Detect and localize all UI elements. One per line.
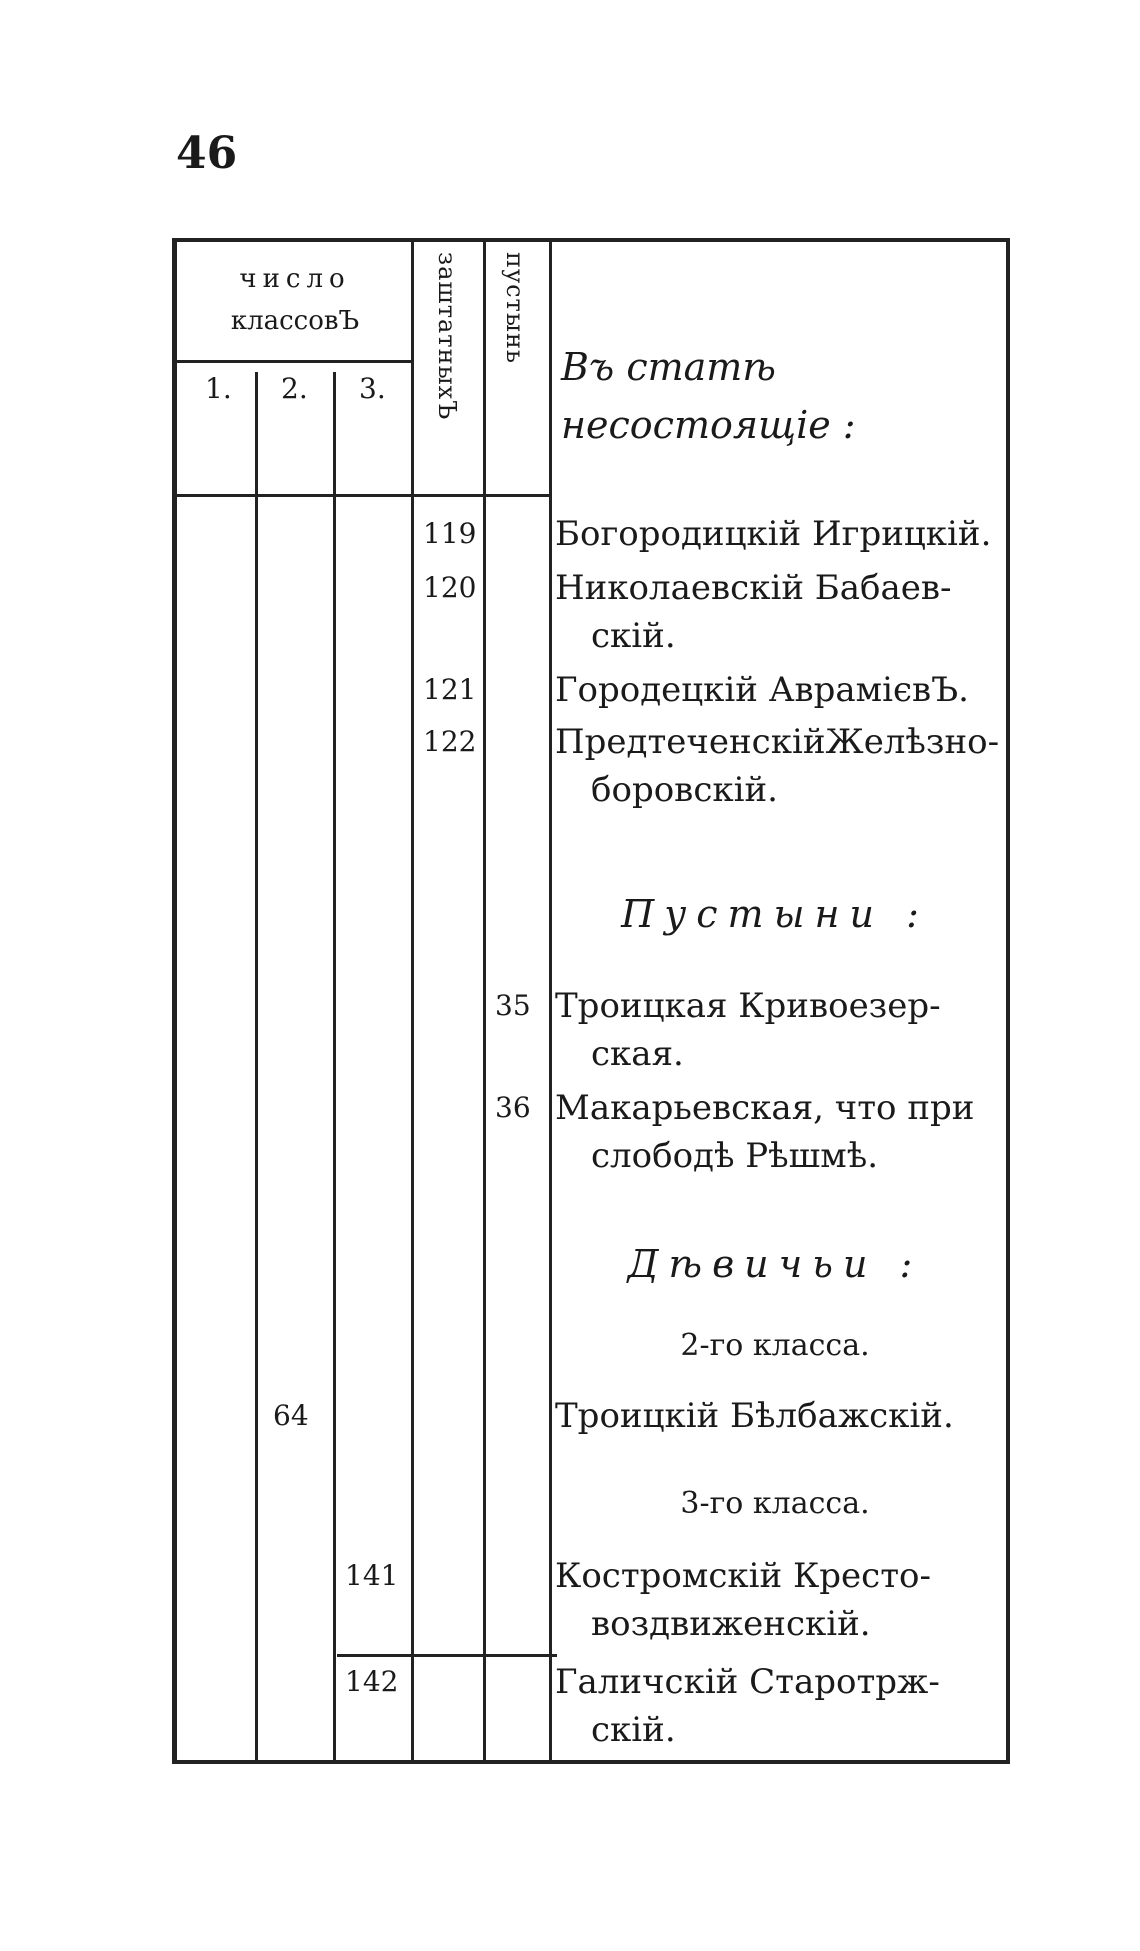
header-bottom-line xyxy=(177,494,549,497)
classes-subheader: классовЪ xyxy=(230,306,360,336)
entry-line: Николаевскій Бабаев- xyxy=(555,568,952,608)
entry-continuation: ская. xyxy=(591,1034,684,1074)
entry-text xyxy=(555,564,995,660)
entry-text xyxy=(555,1658,995,1754)
page-number: 46 xyxy=(176,128,238,179)
column-divider xyxy=(411,242,414,1760)
entry-text xyxy=(555,718,1000,814)
entry-text xyxy=(555,982,995,1078)
entry-line: Галичскій Старотрж- xyxy=(555,1662,940,1702)
entry-number: 119 xyxy=(423,517,477,550)
monastery-table xyxy=(172,238,1010,1764)
class-col-3: 3. xyxy=(359,372,386,405)
entry-number: 142 xyxy=(345,1665,399,1698)
section-heading-convents: Дѣвичьи : xyxy=(627,1242,923,1286)
column-divider xyxy=(255,372,258,1760)
header-divider xyxy=(177,360,411,363)
entry-number: 141 xyxy=(345,1559,399,1592)
hermitage-header: пустынь xyxy=(501,252,529,364)
entry-text: Троицкій Бѣлбажскій. xyxy=(555,1396,954,1436)
class-2-heading: 2-го класса. xyxy=(680,1328,870,1363)
entry-continuation: боровскій. xyxy=(591,770,778,810)
entry-line: Троицкая Кривоезер- xyxy=(555,986,941,1026)
column-divider xyxy=(333,372,336,1760)
column-divider xyxy=(549,242,552,1760)
entry-number: 36 xyxy=(495,1091,531,1124)
class-col-1: 1. xyxy=(205,372,232,405)
entry-number: 122 xyxy=(423,725,477,758)
entry-continuation: воздвиженскій. xyxy=(591,1604,871,1644)
entry-continuation: скій. xyxy=(591,1710,676,1750)
section-heading-hermitages: Пустыни : xyxy=(621,892,929,936)
entry-number: 120 xyxy=(423,571,477,604)
row-divider xyxy=(337,1654,557,1657)
entry-number: 121 xyxy=(423,673,477,706)
entry-number: 35 xyxy=(495,989,531,1022)
entry-line: ПредтеченскійЖелѣзно- xyxy=(555,722,1000,762)
entry-number: 64 xyxy=(273,1399,309,1432)
entry-line: Костромскій Кресто- xyxy=(555,1556,931,1596)
entry-text xyxy=(555,1084,995,1180)
entry-continuation: скій. xyxy=(591,616,676,656)
entry-text xyxy=(555,1552,995,1648)
supernumerary-header: заштатныхЪ xyxy=(433,252,461,421)
entry-text: Городецкій АврамієвЪ. xyxy=(555,670,969,710)
classes-header: число xyxy=(239,264,351,294)
class-col-2: 2. xyxy=(281,372,308,405)
outside-staff-header: Въ статѣ несостоящіе : xyxy=(561,345,856,447)
class-3-heading: 3-го класса. xyxy=(680,1486,870,1521)
entry-continuation: слободѣ Рѣшмѣ. xyxy=(591,1136,879,1176)
entry-line: Макарьевская, что при xyxy=(555,1088,975,1128)
column-divider xyxy=(483,242,486,1760)
entry-text: Богородицкій Игрицкій. xyxy=(555,514,992,554)
